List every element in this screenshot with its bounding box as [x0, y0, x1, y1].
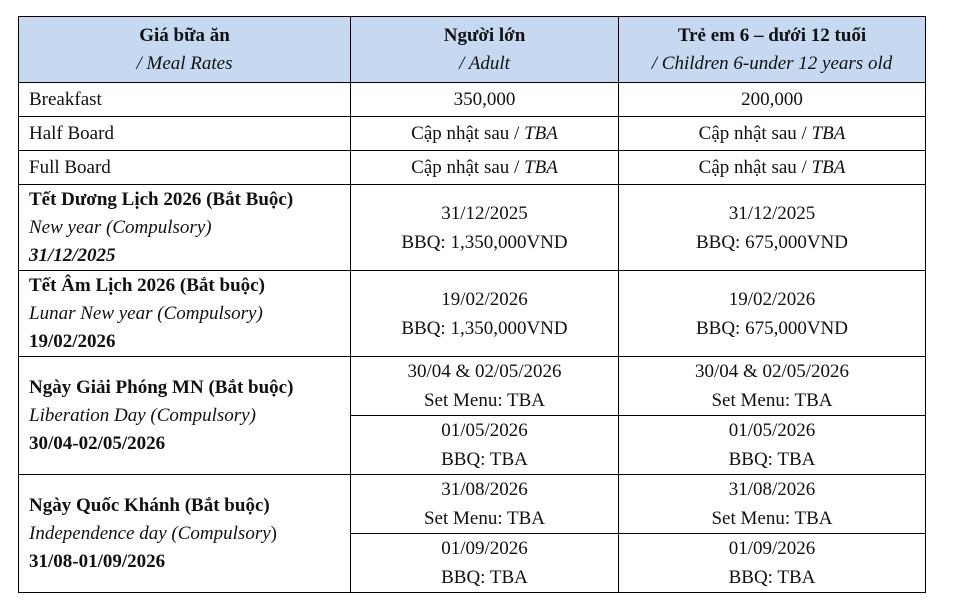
full-board-adult-en: TBA [524, 157, 558, 178]
liberation-day-adult-detail-1: Set Menu: TBA [423, 390, 546, 411]
lunar-new-year-label-vi: Tết Âm Lịch 2026 (Bắt buộc) [29, 274, 265, 296]
independence-day-child-date-2: 01/09/2026 [728, 538, 816, 559]
half-board-child-vi: Cập nhật sau / [698, 123, 812, 144]
liberation-day-child-date-1: 30/04 & 02/05/2026 [694, 361, 850, 382]
meal-rates-table [18, 16, 926, 593]
row-half-board [19, 117, 926, 151]
new-year-child-detail: BBQ: 675,000VND [695, 231, 848, 253]
header-meal-rates-en: / Meal Rates [136, 52, 233, 74]
full-board-adult-vi: Cập nhật sau / [411, 157, 525, 178]
header-meal-rates [19, 17, 351, 83]
header-children-vi: Trẻ em 6 – dưới 12 tuổi [677, 24, 867, 46]
independence-day-adult-detail-2: BBQ: TBA [441, 567, 528, 588]
header-adult-vi: Người lớn [443, 24, 526, 46]
liberation-day-child-date-2: 01/05/2026 [728, 420, 816, 441]
full-board-child-price [619, 151, 926, 185]
header-row [19, 17, 926, 83]
row-independence-day-1 [19, 475, 926, 534]
independence-day-adult-date-2: 01/09/2026 [441, 538, 528, 559]
independence-day-label-paren: ) [270, 522, 277, 544]
independence-day-label-en-line [29, 520, 340, 548]
liberation-day-label-vi: Ngày Giải Phóng MN (Bắt buộc) [29, 376, 294, 398]
liberation-day-child-set-menu [619, 357, 926, 416]
independence-day-child-date-1: 31/08/2026 [728, 479, 816, 500]
lunar-new-year-adult-date: 19/02/2026 [441, 288, 528, 310]
independence-day-adult-date-1: 31/08/2026 [441, 479, 528, 500]
liberation-day-label-date: 30/04-02/05/2026 [29, 432, 166, 454]
new-year-label-vi: Tết Dương Lịch 2026 (Bắt Buộc) [29, 188, 294, 210]
independence-day-label [19, 475, 351, 593]
row-liberation-day-1 [19, 357, 926, 416]
lunar-new-year-label-en: Lunar New year (Compulsory) [29, 302, 263, 324]
independence-day-child-bbq [619, 534, 926, 593]
independence-day-child-detail-2: BBQ: TBA [728, 567, 816, 588]
header-children-en: / Children 6-under 12 years old [651, 52, 893, 74]
lunar-new-year-adult-detail: BBQ: 1,350,000VND [401, 317, 568, 339]
liberation-day-adult-bbq [351, 416, 619, 475]
liberation-day-adult-detail-2: BBQ: TBA [441, 449, 528, 470]
new-year-label-en: New year (Compulsory) [29, 216, 212, 238]
new-year-label [19, 185, 351, 271]
lunar-new-year-child-price [619, 271, 926, 357]
new-year-adult-detail: BBQ: 1,350,000VND [401, 231, 568, 253]
half-board-adult-vi: Cập nhật sau / [411, 123, 525, 144]
new-year-label-date: 31/12/2025 [29, 244, 116, 266]
new-year-child-date: 31/12/2025 [728, 202, 816, 224]
independence-day-child-set-menu [619, 475, 926, 534]
half-board-label: Half Board [19, 117, 351, 151]
lunar-new-year-label-date: 19/02/2026 [29, 330, 116, 352]
half-board-child-en: TBA [811, 123, 846, 144]
row-full-board [19, 151, 926, 185]
liberation-day-child-detail-2: BBQ: TBA [728, 449, 816, 470]
lunar-new-year-label [19, 271, 351, 357]
new-year-child-price [619, 185, 926, 271]
half-board-adult-price [351, 117, 619, 151]
lunar-new-year-child-detail: BBQ: 675,000VND [695, 317, 848, 339]
independence-day-label-vi: Ngày Quốc Khánh (Bắt buộc) [29, 494, 270, 516]
independence-day-adult-set-menu [351, 475, 619, 534]
independence-day-adult-bbq [351, 534, 619, 593]
header-children [619, 17, 926, 83]
full-board-label: Full Board [19, 151, 351, 185]
breakfast-child-price: 200,000 [619, 83, 926, 117]
row-lunar-new-year [19, 271, 926, 357]
half-board-child-price [619, 117, 926, 151]
row-new-year [19, 185, 926, 271]
independence-day-label-en: Independence day (Compulsory [29, 522, 271, 544]
liberation-day-child-detail-1: Set Menu: TBA [711, 390, 833, 411]
liberation-day-label-en: Liberation Day (Compulsory) [29, 404, 256, 426]
header-meal-rates-vi: Giá bữa ăn [139, 24, 230, 46]
liberation-day-child-bbq [619, 416, 926, 475]
lunar-new-year-child-date: 19/02/2026 [728, 288, 816, 310]
liberation-day-adult-date-2: 01/05/2026 [441, 420, 528, 441]
breakfast-label: Breakfast [19, 83, 351, 117]
independence-day-label-date: 31/08-01/09/2026 [29, 550, 166, 572]
new-year-adult-date: 31/12/2025 [441, 202, 528, 224]
independence-day-child-detail-1: Set Menu: TBA [711, 508, 833, 529]
liberation-day-adult-set-menu [351, 357, 619, 416]
new-year-adult-price [351, 185, 619, 271]
liberation-day-adult-date-1: 30/04 & 02/05/2026 [407, 361, 562, 382]
header-adult [351, 17, 619, 83]
full-board-child-en: TBA [811, 157, 846, 178]
half-board-adult-en: TBA [524, 123, 558, 144]
full-board-adult-price [351, 151, 619, 185]
liberation-day-label [19, 357, 351, 475]
header-adult-en: / Adult [459, 52, 510, 74]
lunar-new-year-adult-price [351, 271, 619, 357]
breakfast-adult-price: 350,000 [351, 83, 619, 117]
row-breakfast [19, 83, 926, 117]
full-board-child-vi: Cập nhật sau / [698, 157, 812, 178]
independence-day-adult-detail-1: Set Menu: TBA [423, 508, 546, 529]
